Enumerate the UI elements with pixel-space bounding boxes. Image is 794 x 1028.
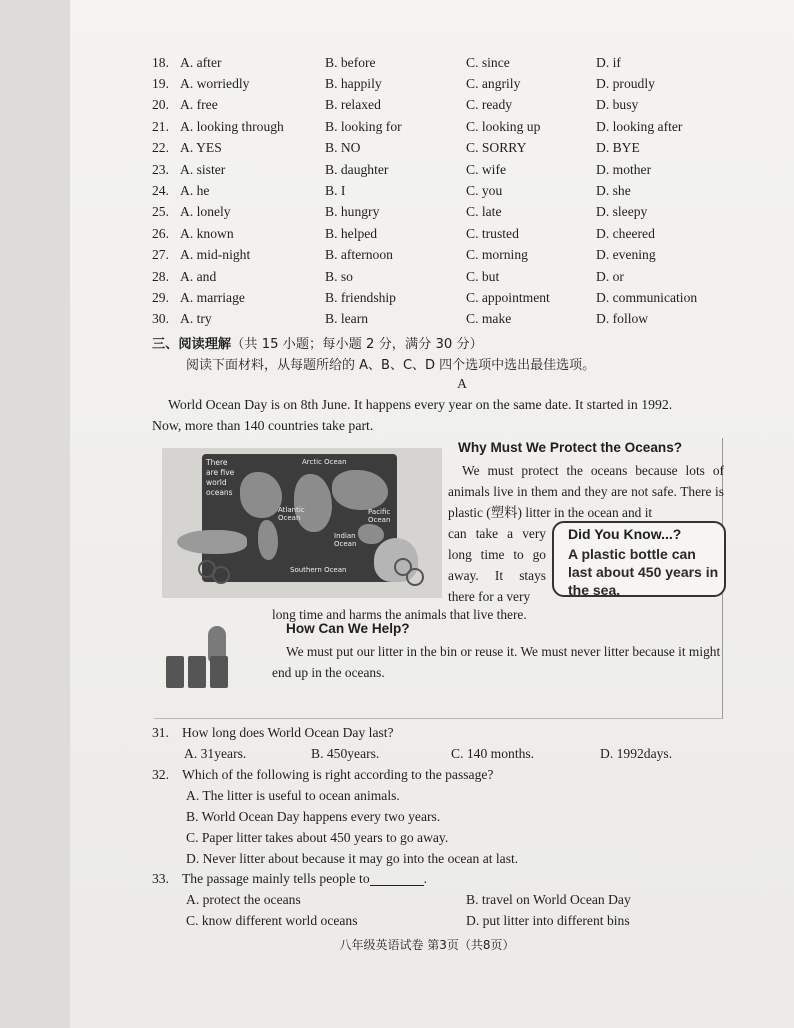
option-b: B. I: [325, 183, 346, 199]
question-number: 29.: [152, 289, 169, 305]
question-number: 22.: [152, 140, 169, 156]
option-c: C. 140 months.: [451, 746, 535, 762]
option-a: A. looking through: [180, 118, 284, 134]
options-row: [152, 910, 732, 931]
cloze-row: [152, 116, 732, 137]
indian-ocean-label: Indian Ocean: [334, 532, 357, 549]
option-b: B. NO: [325, 140, 361, 156]
period: .: [423, 871, 428, 887]
option-a: A. YES: [180, 140, 222, 156]
plastic-ring-icon: [212, 566, 230, 584]
recycle-bin-icon: [166, 656, 184, 688]
option-d: D. BYE: [596, 140, 640, 156]
question-number: 24.: [152, 183, 169, 199]
question-number: 21.: [152, 118, 169, 134]
option-a: A. and: [180, 268, 217, 284]
option-d: D. she: [596, 183, 631, 199]
question-number: 28.: [152, 268, 169, 284]
passage-intro: [152, 394, 728, 436]
option-a: A. free: [180, 97, 218, 113]
pacific-ocean-label: Pacific Ocean: [368, 508, 391, 525]
option-c: C. SORRY: [466, 140, 527, 156]
option-d: D. or: [596, 268, 624, 284]
question-number: 26.: [152, 225, 169, 241]
map-legend: [206, 458, 234, 498]
option-d: D. follow: [596, 311, 649, 327]
question-number: 27.: [152, 247, 169, 263]
option-c: C. late: [466, 204, 502, 220]
option-a: A. after: [180, 54, 222, 70]
continent-shape: [258, 520, 278, 560]
option-a: A. lonely: [180, 204, 231, 220]
southern-ocean-label: Southern Ocean: [290, 566, 347, 575]
plastic-ring-icon: [406, 568, 424, 586]
option-b: B. learn: [325, 311, 369, 327]
page-footer: 八年级英语试卷 第3页（共8页）: [339, 938, 515, 952]
option-c: C. morning: [466, 247, 528, 263]
options-row: [152, 889, 732, 910]
cloze-row: [152, 202, 732, 223]
option-c: C. looking up: [466, 118, 541, 134]
question-number: 20.: [152, 97, 169, 113]
option-d: D. evening: [596, 247, 656, 263]
option-a: A. he: [180, 183, 210, 199]
question-number: 18.: [152, 54, 169, 70]
option-c: C. angrily: [466, 76, 521, 92]
option-d: D. mother: [596, 161, 652, 177]
question-text: How long does World Ocean Day last?: [182, 725, 394, 741]
why-protect-text: We must protect the oceans because lots of animals live in them and they are not safe. There is plastic (塑料) litter in the ocean and it: [448, 463, 724, 521]
question-number: 19.: [152, 76, 169, 92]
option-b: B. hungry: [325, 204, 380, 220]
option-b: B. so: [325, 268, 353, 284]
question-text: Which of the following is right according to the passage?: [182, 767, 494, 783]
option-c: C. but: [466, 268, 500, 284]
cloze-row: [152, 52, 732, 73]
option-b: B. looking for: [325, 118, 402, 134]
section-instruction: 阅读下面材料，从每题所给的 A、B、C、D 四个选项中选出最佳选项。: [186, 357, 596, 373]
option-b: B. before: [325, 54, 376, 70]
cloze-row: [152, 159, 732, 180]
recycling-illustration: [166, 626, 250, 688]
continent-shape: [294, 474, 332, 532]
why-protect-text-cont: can take a very long time to go away. It stays there for a very: [448, 526, 546, 605]
page-content: [152, 52, 732, 931]
question-33: [152, 869, 732, 931]
section-title: 三、阅读理解: [152, 336, 232, 352]
option-a: A. sister: [180, 161, 226, 177]
option-c: C. ready: [466, 97, 513, 113]
world-map-image: [162, 448, 442, 598]
why-protect-text-end: long time and harms the animals that live there.: [272, 607, 527, 623]
passage-label: A: [457, 376, 467, 392]
option-b: B. daughter: [325, 161, 389, 177]
option-c: C. know different world oceans: [186, 912, 358, 928]
option-c: C. Paper litter takes about 450 years to go away.: [186, 829, 449, 845]
option-d: D. sleepy: [596, 204, 648, 220]
scan-edge: [0, 0, 70, 1028]
option-b: B. 450years.: [311, 746, 380, 762]
how-help-title: How Can We Help?: [286, 621, 410, 637]
cloze-row: [152, 223, 732, 244]
cloze-options-list: [152, 52, 732, 330]
option-d: D. communication: [596, 289, 698, 305]
question-32: [152, 765, 732, 869]
question-number: 23.: [152, 161, 169, 177]
recycle-bin-icon: [188, 656, 206, 688]
continent-shape: [240, 472, 282, 518]
option-c: C. trusted: [466, 225, 519, 241]
legend-line: are five: [206, 468, 235, 478]
continent-shape: [332, 470, 388, 510]
options-row: [152, 743, 732, 765]
option-b: B. friendship: [325, 289, 396, 305]
option-c: C. wife: [466, 161, 507, 177]
why-protect-title: Why Must We Protect the Oceans?: [458, 440, 683, 456]
legend-line: world: [206, 478, 227, 488]
option-b: B. helped: [325, 225, 378, 241]
cloze-row: [152, 73, 732, 94]
cloze-row: [152, 309, 732, 330]
question-number: 25.: [152, 204, 169, 220]
cloze-row: [152, 138, 732, 159]
option-b: B. relaxed: [325, 97, 381, 113]
option-d: D. Never litter about because it may go into the ocean at last.: [186, 850, 519, 866]
option-b: B. World Ocean Day happens every two years.: [186, 808, 441, 824]
cloze-row: [152, 245, 732, 266]
cloze-row: [152, 266, 732, 287]
question-number: 33.: [152, 871, 169, 887]
atlantic-ocean-label: Atlantic Ocean: [278, 506, 305, 523]
cloze-row: [152, 287, 732, 308]
option-a: A. worriedly: [180, 76, 250, 92]
option-d: D. 1992days.: [600, 746, 673, 762]
option-a: A. known: [180, 225, 234, 241]
option-d: D. looking after: [596, 118, 683, 134]
legend-line: There: [206, 458, 228, 468]
intro-line-2: Now, more than 140 countries take part.: [152, 418, 374, 434]
legend-line: oceans: [206, 488, 233, 498]
option-a: A. The litter is useful to ocean animals.: [186, 787, 400, 803]
answer-blank: [370, 873, 424, 886]
option-b: B. afternoon: [325, 247, 393, 263]
did-you-know-title: Did You Know...?: [568, 526, 682, 543]
option-b: B. happily: [325, 76, 382, 92]
option-a: A. marriage: [180, 289, 245, 305]
option-c: C. make: [466, 311, 512, 327]
arctic-ocean-label: Arctic Ocean: [302, 458, 347, 467]
option-a: A. try: [180, 311, 212, 327]
recycle-bin-icon: [210, 656, 228, 688]
option-a: A. mid-night: [180, 247, 251, 263]
option-d: D. cheered: [596, 225, 655, 241]
option-a: A. protect the oceans: [186, 891, 301, 907]
cloze-row: [152, 95, 732, 116]
section-score-note: （共 15 小题；每小题 2 分，满分 30 分）: [231, 336, 483, 352]
question-31: [152, 723, 732, 765]
option-d: D. busy: [596, 97, 639, 113]
question-number: 31.: [152, 725, 169, 741]
question-number: 30.: [152, 311, 169, 327]
option-c: C. since: [466, 54, 510, 70]
fish-illustration: [177, 530, 247, 554]
option-d: D. if: [596, 54, 621, 70]
question-number: 32.: [152, 767, 169, 783]
did-you-know-text: A plastic bottle can last about 450 years in the sea.: [568, 546, 719, 599]
option-d: D. put litter into different bins: [466, 912, 630, 928]
how-help-text: We must put our litter in the bin or reuse it. We must never litter because it might end up in the oceans.: [272, 644, 721, 681]
intro-line-1: World Ocean Day is on 8th June. It happens every year on the same date. It started in 1992.: [168, 397, 673, 413]
option-d: D. proudly: [596, 76, 655, 92]
option-c: C. appointment: [466, 289, 550, 305]
cloze-row: [152, 180, 732, 201]
section-heading: [152, 332, 732, 352]
infographic: [154, 438, 723, 719]
question-text: The passage mainly tells people to: [182, 871, 370, 887]
option-c: C. you: [466, 183, 503, 199]
did-you-know-box: [552, 521, 726, 597]
option-a: A. 31years.: [184, 746, 247, 762]
option-b: B. travel on World Ocean Day: [466, 891, 631, 907]
